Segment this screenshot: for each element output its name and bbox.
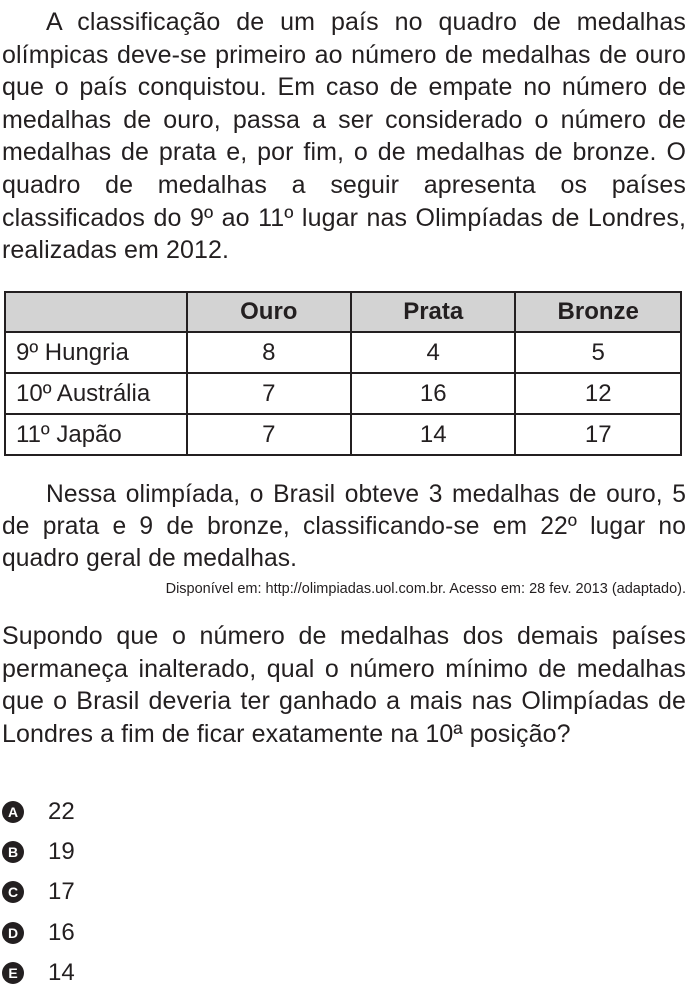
header-ouro: Ouro xyxy=(187,292,351,332)
option-d-text: 16 xyxy=(48,919,75,946)
option-d[interactable] xyxy=(2,915,202,951)
option-a-badge: A xyxy=(2,801,24,823)
prata-cell: 14 xyxy=(351,414,515,455)
option-e[interactable] xyxy=(2,955,202,991)
header-prata: Prata xyxy=(351,292,515,332)
option-b-badge: B xyxy=(2,841,24,863)
header-country xyxy=(5,292,187,332)
ouro-cell: 7 xyxy=(187,373,351,414)
option-b-text: 19 xyxy=(48,838,75,865)
table-row xyxy=(5,373,681,414)
option-a-text: 22 xyxy=(48,798,75,825)
ouro-cell: 7 xyxy=(187,414,351,455)
prata-cell: 16 xyxy=(351,373,515,414)
option-c[interactable] xyxy=(2,874,202,910)
option-a[interactable] xyxy=(2,794,202,830)
header-bronze: Bronze xyxy=(515,292,681,332)
question-paragraph: Supondo que o número de medalhas dos demais países permaneça inalterado, qual o número mínimo de medalhas que o Brasil deveria ter ganhado a mais nas Olimpíadas de Londres a fim de ficar exatamente na 10ª posição? xyxy=(2,622,686,748)
table-row xyxy=(5,414,681,455)
country-cell: 9º Hungria xyxy=(5,332,187,373)
bronze-cell: 17 xyxy=(515,414,681,455)
option-c-text: 17 xyxy=(48,878,75,905)
intro-paragraph: A classificação de um país no quadro de medalhas olímpicas deve-se primeiro ao número de medalhas de ouro que o país conquistou. Em caso de empate no número de medalhas de ouro, passa a ser considerado o número de medalhas de prata e, por fim, o de medalhas de bronze. O quadro de medalhas a seguir apresenta os países classificados do 9º ao 11º lugar nas Olimpíadas de Londres, realizadas em 2012. xyxy=(2,8,686,265)
country-cell: 10º Austrália xyxy=(5,373,187,414)
table-row xyxy=(5,332,681,373)
source-citation: Disponível em: http://olimpiadas.uol.com.br. Acesso em: 28 fev. 2013 (adaptado). xyxy=(165,581,686,597)
prata-cell: 4 xyxy=(351,332,515,373)
bronze-cell: 12 xyxy=(515,373,681,414)
option-e-text: 14 xyxy=(48,959,75,986)
option-b[interactable] xyxy=(2,834,202,870)
medal-table xyxy=(4,291,682,456)
bronze-cell: 5 xyxy=(515,332,681,373)
ouro-cell: 8 xyxy=(187,332,351,373)
country-cell: 11º Japão xyxy=(5,414,187,455)
option-c-badge: C xyxy=(2,881,24,903)
option-d-badge: D xyxy=(2,922,24,944)
option-e-badge: E xyxy=(2,962,24,984)
table-header-row xyxy=(5,292,681,332)
brazil-paragraph: Nessa olimpíada, o Brasil obteve 3 medalhas de ouro, 5 de prata e 9 de bronze, classificando-se em 22º lugar no quadro geral de medalhas. xyxy=(2,481,686,572)
